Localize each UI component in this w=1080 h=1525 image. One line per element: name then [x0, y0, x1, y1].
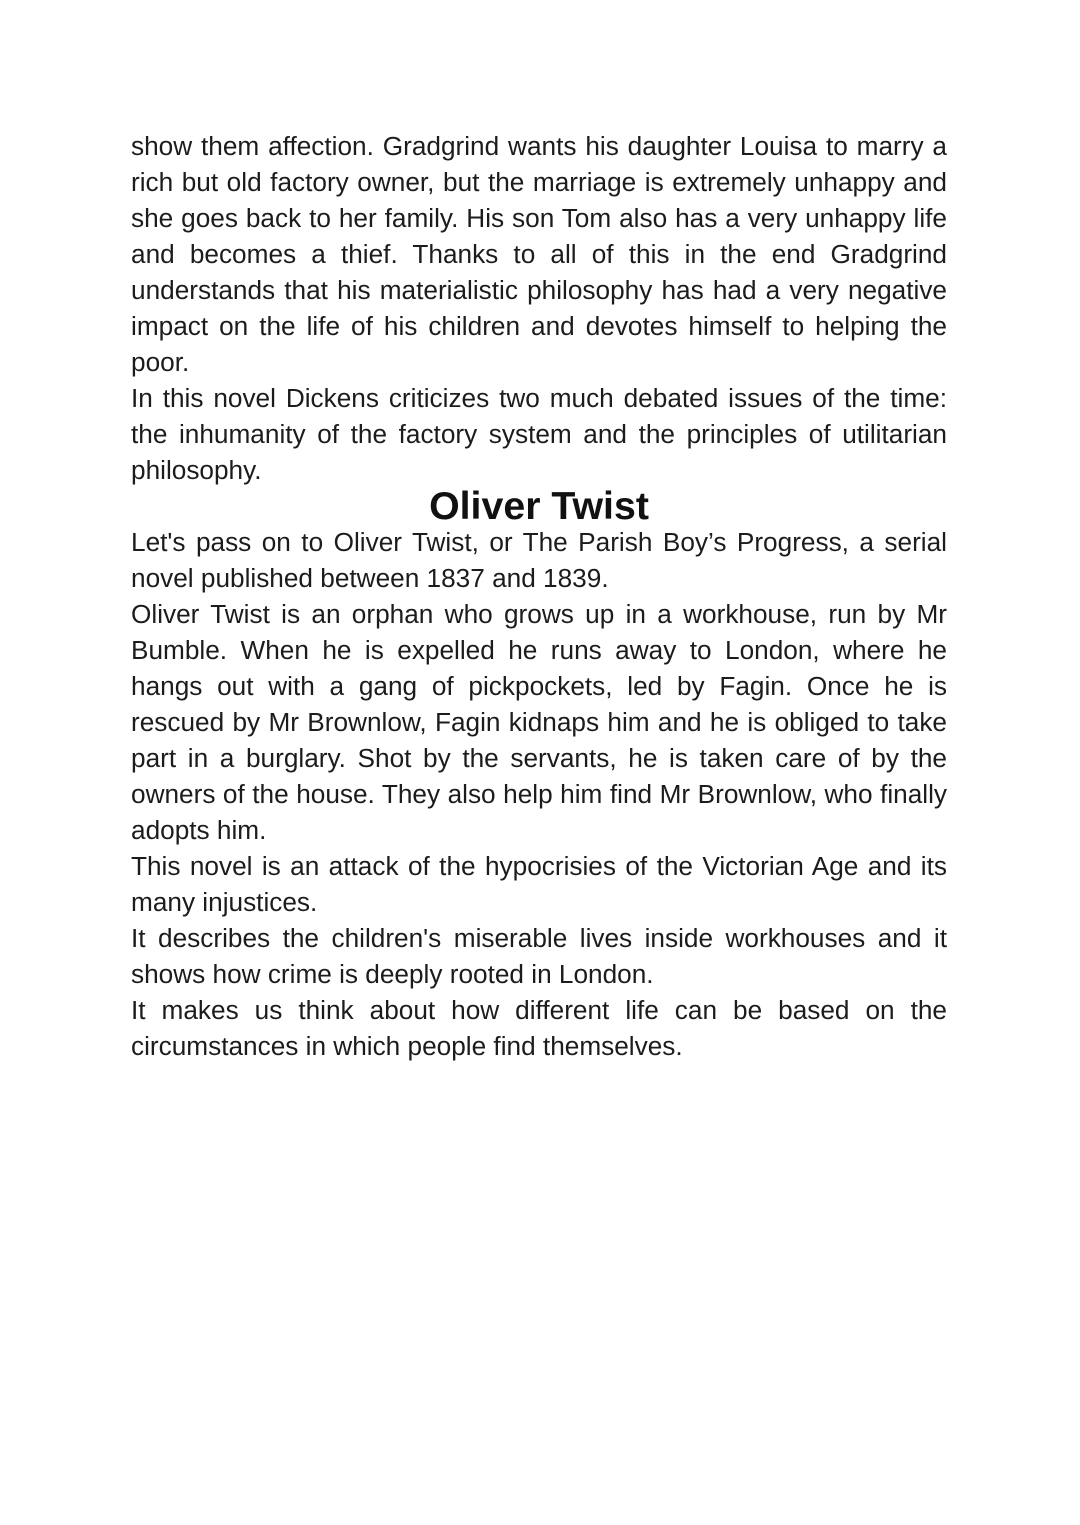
section-heading-oliver-twist: Oliver Twist	[429, 484, 649, 528]
paragraph-oliver-twist-intro: Let's pass on to Oliver Twist, or The Parish Boy’s Progress, a serial novel published between 1837 and 1839.	[131, 527, 947, 593]
document-body	[131, 128, 947, 1064]
paragraph-workhouses-crime: It describes the children's miserable lives inside workhouses and it shows how crime is deeply rooted in London.	[131, 923, 947, 989]
paragraph-circumstances: It makes us think about how different life can be based on the circumstances in which people find themselves.	[131, 995, 947, 1061]
paragraph-victorian-attack: This novel is an attack of the hypocrisies of the Victorian Age and its many injustices.	[131, 851, 947, 917]
paragraph-dickens-criticism: In this novel Dickens criticizes two much debated issues of the time: the inhumanity of the factory system and the principles of utilitarian philosophy.	[131, 383, 947, 485]
paragraph-gradgrind-family: show them affection. Gradgrind wants his daughter Louisa to marry a rich but old factory owner, but the marriage is extremely unhappy and she goes back to her family. His son Tom also has a very unhappy life and becomes a thief. Thanks to all of this in the end Gradgrind understands that his materialistic philosophy has had a very negative impact on the life of his children and devotes himself to helping the poor.	[131, 131, 947, 377]
paragraph-oliver-twist-plot: Oliver Twist is an orphan who grows up in a workhouse, run by Mr Bumble. When he is expelled he runs away to London, where he hangs out with a gang of pickpockets, led by Fagin. Once he is rescued by Mr Brownlow, Fagin kidnaps him and he is obliged to take part in a burglary. Shot by the servants, he is taken care of by the owners of the house. They also help him find Mr Brownlow, who finally adopts him.	[131, 599, 947, 845]
